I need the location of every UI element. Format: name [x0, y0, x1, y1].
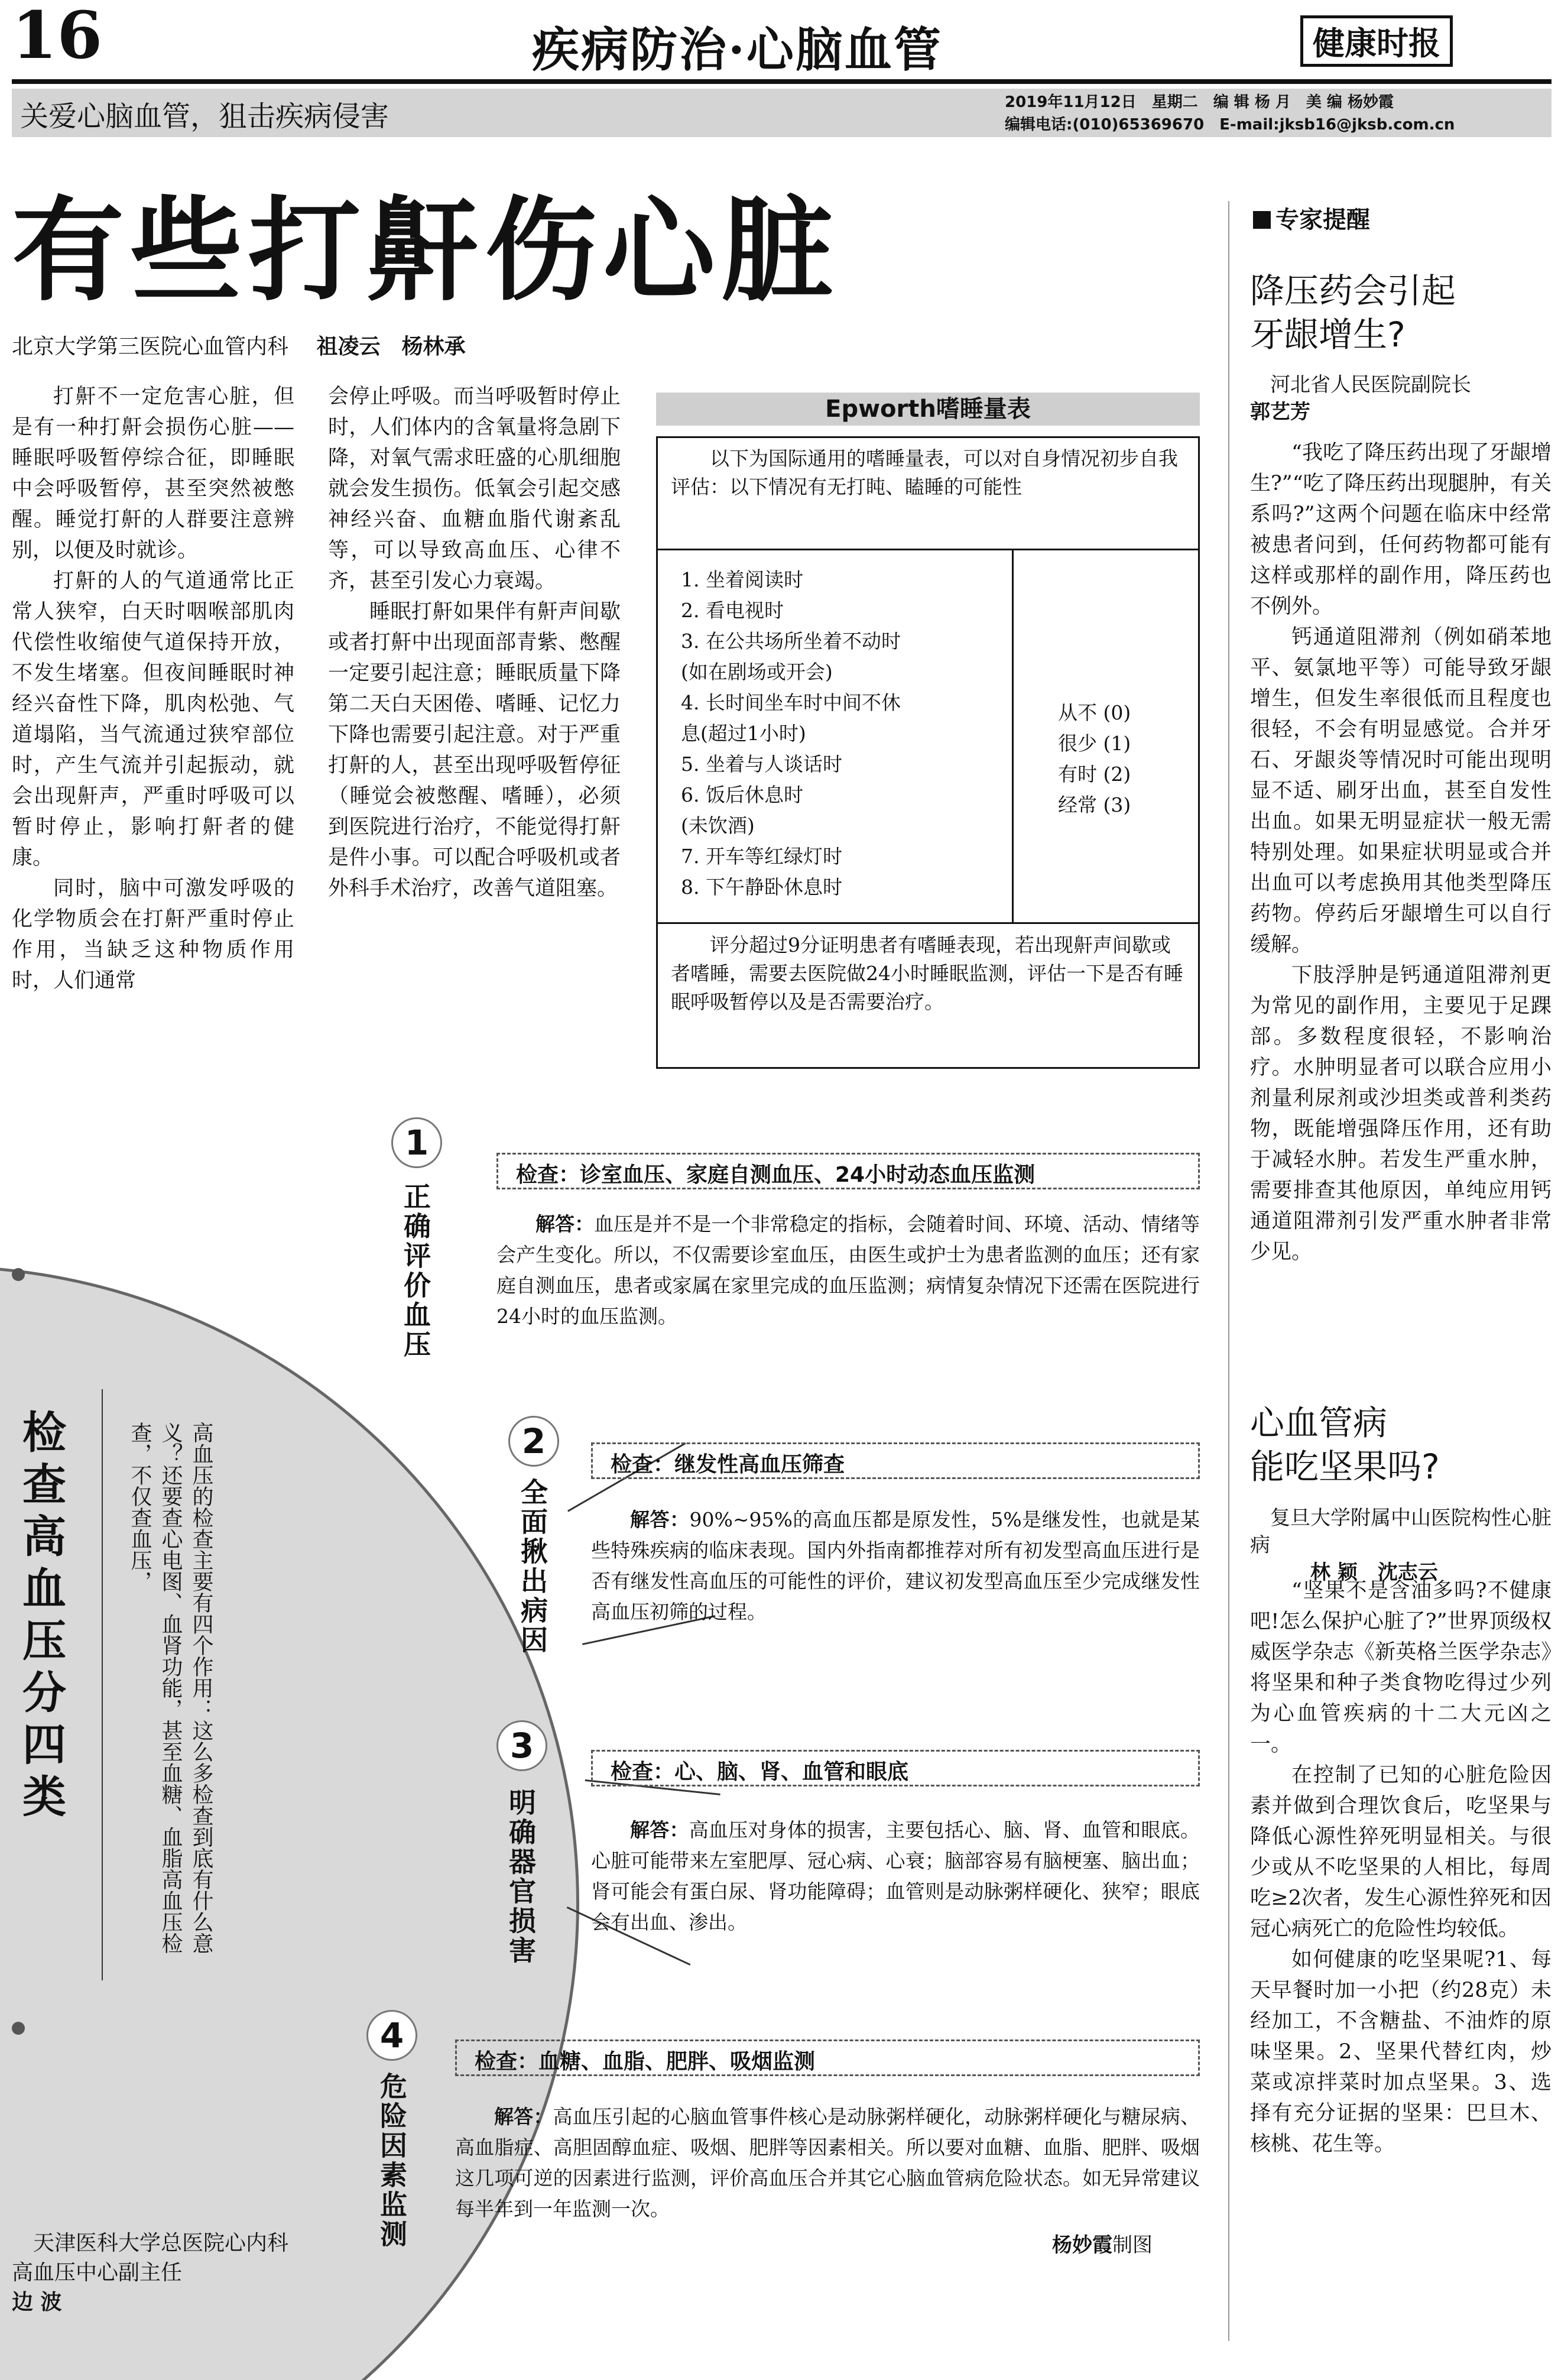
- epworth-footer: 评分超过9分证明患者有嗜睡表现，若出现鼾声间歇或者嗜睡，需要去医院做24小时睡眠监测，评估一下是否有睡眠呼吸暂停以及是否需要治疗。: [671, 933, 1183, 1013]
- epworth-divider: [656, 549, 1200, 550]
- sidebar-story1-affiliation: 河北省人民医院副院长: [1270, 373, 1471, 397]
- epworth-scale-option: 有时 (2): [1058, 763, 1131, 786]
- infographic-author: [12, 2229, 296, 2317]
- article-headline: 有些打鼾伤心脏: [12, 186, 840, 316]
- epworth-scale-option: 从不 (0): [1058, 701, 1131, 724]
- epworth-intro: 以下为国际通用的嗜睡量表，可以对自身情况初步自我评估：以下情况有无打盹、瞌睡的可能性: [671, 447, 1178, 498]
- byline-authors: 祖凌云 杨林承: [316, 335, 466, 359]
- sidebar-story2-affiliation: 复旦大学附属中山医院构性心脏病: [1250, 1506, 1551, 1557]
- step-answer: 解答：血压是并不是一个非常稳定的指标，会随着时间、环境、活动、情绪等会产生变化。所以，不仅需要诊室血压，由医生或护士为患者监测的血压；还有家庭自测血压，患者或家属在家里完成的血压监测；病情复杂情况下还需在医院进行24小时的血压监测。: [496, 1212, 1200, 1328]
- step-number-badge: 2: [508, 1416, 559, 1467]
- step-check-box: 检查：血糖、血脂、肥胖、吸烟监测: [455, 2039, 1200, 2076]
- step-check-box: 检查：诊室血压、家庭自测血压、24小时动态血压监测: [496, 1153, 1200, 1189]
- page-number: 16: [12, 0, 103, 73]
- top-rule: [12, 79, 1551, 84]
- article-column-2: [328, 381, 621, 904]
- infographic-rule: [102, 1389, 103, 1980]
- epworth-scale-option: 很少 (1): [1058, 732, 1131, 755]
- epworth-scale: [1058, 698, 1131, 821]
- step-number-badge: 1: [391, 1117, 442, 1168]
- sidebar-story2-title-line: 能吃坚果吗?: [1250, 1447, 1440, 1487]
- epworth-item: 4. 长时间坐车时中间不休: [681, 691, 901, 714]
- issue-meta-line: 2019年11月12日 星期二 编 辑 杨 月 美 编 杨妙霞: [1005, 93, 1394, 111]
- step-label: 危险因素监测: [376, 2072, 408, 2249]
- sidebar-paragraph: “坚果不是含油多吗?不健康吧!怎么保护心脏了?”世界顶级权威医学杂志《新英格兰医学杂志》将坚果和种子类食物吃得过少列为心血管疾病的十二大元凶之一。: [1250, 1579, 1551, 1756]
- epworth-item: 7. 开车等红绿灯时: [681, 845, 842, 868]
- infographic-author-name: 边 波: [12, 2290, 62, 2314]
- infographic-title: 检查高血压分四类: [22, 1408, 66, 1823]
- graphic-credit: 杨妙霞制图: [1052, 2233, 1153, 2257]
- step-answer: 解答：高血压引起的心脑血管事件核心是动脉粥样硬化，动脉粥样硬化与糖尿病、高血脂症、高胆固醇血症、吸烟、肥胖等因素相关。所以要对血糖、血脂、肥胖、吸烟这几项可逆的因素进行监测，评价高血压合并其它心脑血管病危险状态。如无异常建议每半年到一年监测一次。: [455, 2105, 1200, 2220]
- epworth-item: 1. 坐着阅读时: [681, 568, 803, 591]
- infographic-dot: [12, 1268, 25, 1281]
- step-answer: 解答：90%~95%的高血压都是原发性，5%是继发性，也就是某些特殊疾病的临床表现。国内外指南都推荐对所有初发型高血压进行是否有继发性高血压的可能性的评价，建议初发型高血压至少完成继发性高血压初筛的过程。: [591, 1508, 1200, 1623]
- step-label: 全面揪出病因: [517, 1478, 548, 1655]
- article-paragraph: 打鼾的人的气道通常比正常人狭窄，白天时咽喉部肌肉代偿性收缩使气道保持开放，不发生堵塞。但夜间睡眠时神经兴奋性下降，肌肉松弛、气道塌陷，当气流通过狭窄部位时，产生气流并引起振动，就会出现鼾声，严重时呼吸可以暂时停止，影响打鼾者的健康。: [12, 569, 294, 870]
- sidebar-paragraph: 钙通道阻滞剂（例如硝苯地平、氨氯地平等）可能导致牙龈增生，但发生率很低而且程度也很轻，不会有明显感觉。合并牙石、牙龈炎等情况时可能出现明显不适、刷牙出血，甚至自发性出血。如果无明显症状一般无需特别处理。如果症状明显或合并出血可以考虑换用其他类型降压药物。停药后牙龈增生可以自行缓解。: [1250, 625, 1551, 956]
- sidebar-story1-byline: [1250, 371, 1551, 426]
- banner-slogan: 关爱心脑血管，狙击疾病侵害: [20, 100, 390, 133]
- sidebar-divider: [1228, 201, 1229, 2341]
- epworth-item: 3. 在公共场所坐着不动时: [681, 630, 901, 653]
- sidebar-story2-byline: [1250, 1504, 1551, 1586]
- article-paragraph-continued: 会停止呼吸。而当呼吸暂时停止时，人们体内的含氧量将急剧下降，对氧气需求旺盛的心肌细胞就会发生损伤。低氧会引起交感神经兴奋、血糖血脂代谢紊乱等，可以导致高血压、心律不齐，甚至引发心力衰竭。: [328, 385, 621, 593]
- step-check-box: 检查：心、脑、肾、血管和眼底: [591, 1750, 1200, 1786]
- epworth-item: (如在剧场或开会): [681, 660, 833, 683]
- infographic-author-title: 天津医科大学总医院心内科高血压中心副主任: [12, 2231, 289, 2285]
- epworth-item: 2. 看电视时: [681, 599, 784, 622]
- article-paragraph: 同时，脑中可激发呼吸的化学物质会在打鼾严重时停止作用，当缺乏这种物质作用时，人们通常: [12, 877, 294, 993]
- sidebar-story1-title-line: 牙龈增生?: [1250, 314, 1406, 355]
- sidebar-story1-title: [1250, 269, 1546, 356]
- article-byline: [12, 330, 465, 360]
- section-title: 疾病防治·心脑血管: [532, 22, 943, 77]
- sidebar-paragraph: 如何健康的吃坚果呢?1、每天早餐时加一小把（约28克）未经加工，不含糖盐、不油炸的原味坚果。2、坚果代替红肉，炒菜或凉拌菜时加点坚果。3、选择有充分证据的坚果：巴旦木、核桃、花生等。: [1250, 1948, 1551, 2156]
- contact-meta-line: 编辑电话:(010)65369670 E-mail:jksb16@jksb.com.cn: [1005, 116, 1455, 134]
- infographic-description: 高血压的检查主要有四个作用：这么多检查到底有什么意义？还要查心电图、血肾功能，甚至血糖、血脂高血压检查，不仅查血压，: [128, 1422, 213, 1954]
- sidebar-story1-body: [1250, 437, 1551, 1267]
- step-number-badge: 3: [496, 1720, 547, 1771]
- infographic-dot: [12, 2022, 25, 2035]
- epworth-scale-option: 经常 (3): [1058, 793, 1131, 816]
- step-answer: 解答：高血压对身体的损害，主要包括心、脑、肾、血管和眼底。心脏可能带来左室肥厚、冠心病、心衰；脑部容易有脑梗塞、脑出血；肾可能会有蛋白尿、肾功能障碍；血管则是动脉粥样硬化、狭窄；眼底会有出血、渗出。: [591, 1818, 1200, 1934]
- epworth-title: Epworth嗜睡量表: [656, 393, 1200, 426]
- newspaper-logo: 健康时报: [1300, 15, 1453, 67]
- square-bullet-icon: [1253, 211, 1271, 229]
- step-check-box: 检查：继发性高血压筛查: [591, 1442, 1200, 1479]
- step-number-badge: 4: [366, 2010, 417, 2061]
- sidebar-story1-title-line: 降压药会引起: [1250, 271, 1456, 311]
- step-label: 明确器官损害: [505, 1788, 537, 1966]
- sidebar-paragraph: “我吃了降压药出现了牙龈增生?”“吃了降压药出现腿肿，有关系吗?”这两个问题在临床中经常被患者问到，任何药物都可能有这样或那样的副作用，降压药也不例外。: [1250, 441, 1551, 618]
- sidebar-story2-title-line: 心血管病: [1250, 1403, 1388, 1443]
- epworth-item: 6. 饭后休息时: [681, 783, 803, 806]
- sidebar-label: 专家提醒: [1253, 201, 1370, 235]
- article-paragraph: 睡眠打鼾如果伴有鼾声间歇或者打鼾中出现面部青紫、憋醒一定要引起注意；睡眠质量下降第二天白天困倦、嗜睡、记忆力下降也需要引起注意。对于严重打鼾的人，甚至出现呼吸暂停征（睡觉会被憋醒、嗜睡），必须到医院进行治疗，不能觉得打鼾是件小事。可以配合呼吸机或者外科手术治疗，改善气道阻塞。: [328, 600, 621, 900]
- sidebar-story2-body: [1250, 1575, 1551, 2159]
- epworth-divider: [656, 922, 1200, 924]
- epworth-item: 5. 坐着与人谈话时: [681, 753, 842, 776]
- sidebar-paragraph: 下肢浮肿是钙通道阻滞剂更为常见的副作用，主要见于足踝部。多数程度很轻，不影响治疗。水肿明显者可以联合应用小剂量利尿剂或沙坦类或普利类药物，既能增强降压作用，还有助于减轻水肿。若发生严重水肿，需要排查其他原因，单纯应用钙通道阻滞剂引发严重水肿者非常少见。: [1250, 964, 1551, 1264]
- epworth-item: (未饮酒): [681, 814, 755, 837]
- sidebar-paragraph: 在控制了已知的心脏危险因素并做到合理饮食后，吃坚果与降低心源性猝死明显相关。与很少或从不吃坚果的人相比，每周吃≥2次者，发生心源性猝死和因冠心病死亡的危险性均较低。: [1250, 1763, 1551, 1941]
- epworth-items: [681, 565, 1000, 903]
- sidebar-story1-author: 郭艺芳: [1250, 400, 1310, 424]
- article-column-1: [12, 381, 294, 996]
- epworth-column-divider: [1012, 549, 1014, 922]
- epworth-item: 8. 下午静卧休息时: [681, 876, 842, 899]
- sidebar-story2-author: 林 颖 沈志云: [1310, 1561, 1438, 1584]
- sidebar-story2-title: [1250, 1401, 1546, 1489]
- epworth-item: 息(超过1小时): [681, 722, 806, 745]
- article-paragraph: 打鼾不一定危害心脏，但是有一种打鼾会损伤心脏——睡眠呼吸暂停综合征，即睡眠中会呼吸暂停，甚至突然被憋醒。睡觉打鼾的人群要注意辨别，以便及时就诊。: [12, 385, 294, 562]
- step-label: 正确评价血压: [400, 1182, 431, 1360]
- byline-affiliation: 北京大学第三医院心血管内科: [12, 335, 289, 359]
